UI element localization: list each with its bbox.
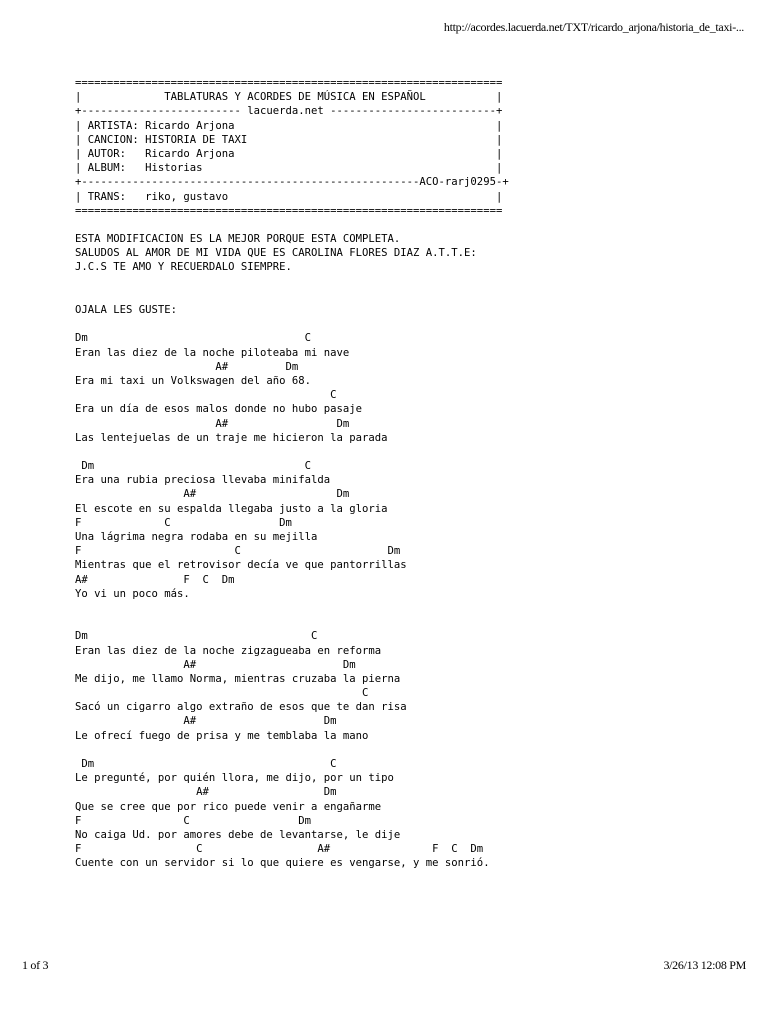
document-line: Que se cree que por rico puede venir a engañarme — [75, 800, 382, 813]
document-line: ESTA MODIFICACION ES LA MEJOR PORQUE ESTA COMPLETA. — [75, 233, 401, 246]
document-line: Cuente con un servidor si lo que quiere es vengarse, y me sonrió. — [75, 857, 490, 870]
document-line: F C Dm — [75, 545, 401, 558]
document-body — [75, 76, 509, 871]
document-line: F C Dm — [75, 814, 311, 827]
document-line: | ARTISTA: Ricardo Arjona | — [75, 119, 503, 132]
document-line: Yo vi un poco más. — [75, 587, 190, 600]
document-line: Eran las diez de la noche zigzagueaba en reforma — [75, 644, 382, 657]
document-line: Me dijo, me llamo Norma, mientras cruzaba la pierna — [75, 672, 401, 685]
document-line: A# Dm — [75, 488, 350, 501]
document-line: C — [75, 389, 337, 402]
document-line: Dm C — [75, 332, 311, 345]
document-line: Le pregunté, por quién llora, me dijo, por un tipo — [75, 772, 394, 785]
document-line — [75, 445, 509, 459]
document-line: =================================================================== — [75, 204, 503, 217]
document-line: | ALBUM: Historias | — [75, 162, 503, 175]
document-line: | CANCION: HISTORIA DE TAXI | — [75, 133, 503, 146]
print-timestamp: 3/26/13 12:08 PM — [663, 958, 746, 972]
document-line — [75, 743, 509, 757]
document-line — [75, 275, 509, 289]
document-line: A# Dm — [75, 715, 337, 728]
document-line: Mientras que el retrovisor decía ve que pantorrillas — [75, 559, 407, 572]
document-line: SALUDOS AL AMOR DE MI VIDA QUE ES CAROLINA FLORES DIAZ A.T.T.E: — [75, 247, 477, 260]
document-line: | TRANS: riko, gustavo | — [75, 190, 503, 203]
document-line: Una lágrima negra rodaba en su mejilla — [75, 531, 318, 543]
document-line: Le ofrecí fuego de prisa y me temblaba la mano — [75, 729, 369, 742]
document-line: | AUTOR: Ricardo Arjona | — [75, 147, 503, 160]
document-line: Sacó un cigarro algo extraño de esos que te dan risa — [75, 701, 407, 714]
document-line — [75, 601, 509, 615]
document-line — [75, 317, 509, 331]
document-line: Era mi taxi un Volkswagen del año 68. — [75, 374, 311, 387]
document-line: Eran las diez de la noche piloteaba mi nave — [75, 346, 350, 359]
print-url-header: http://acordes.lacuerda.net/TXT/ricardo_arjona/historia_de_taxi-... — [443, 20, 744, 34]
document-line: A# Dm — [75, 658, 356, 671]
document-line: OJALA LES GUSTE: — [75, 304, 178, 316]
page-number: 1 of 3 — [22, 958, 49, 972]
document-line: Era un día de esos malos donde no hubo pasaje — [75, 403, 363, 416]
document-line: J.C.S TE AMO Y RECUERDALO SIEMPRE. — [75, 261, 292, 274]
document-line: Las lentejuelas de un traje me hicieron la parada — [75, 431, 388, 444]
document-line: A# Dm — [75, 360, 299, 373]
document-line: F C Dm — [75, 516, 292, 529]
document-line: Era una rubia preciosa llevaba minifalda — [75, 474, 331, 487]
document-line — [75, 289, 509, 303]
document-line — [75, 615, 509, 629]
document-line: C — [75, 687, 369, 700]
document-line: El escote en su espalda llegaba justo a la gloria — [75, 502, 388, 515]
document-line: +------------------------- lacuerda.net --------------------------+ — [75, 105, 503, 118]
document-line: | TABLATURAS Y ACORDES DE MÚSICA EN ESPAÑOL | — [75, 91, 503, 104]
document-line: Dm C — [75, 460, 311, 473]
document-line: A# F C Dm — [75, 573, 235, 586]
document-line: Dm C — [75, 630, 318, 643]
document-line — [75, 218, 509, 232]
document-line: No caiga Ud. por amores debe de levantarse, le dije — [75, 828, 401, 841]
document-line: F C A# F C Dm — [75, 843, 484, 856]
document-line: A# Dm — [75, 786, 337, 799]
document-line: =================================================================== — [75, 77, 503, 89]
document-line: Dm C — [75, 758, 337, 770]
document-line: +-----------------------------------------------------ACO-rarj0295-+ — [75, 176, 509, 189]
document-line: A# Dm — [75, 417, 350, 430]
